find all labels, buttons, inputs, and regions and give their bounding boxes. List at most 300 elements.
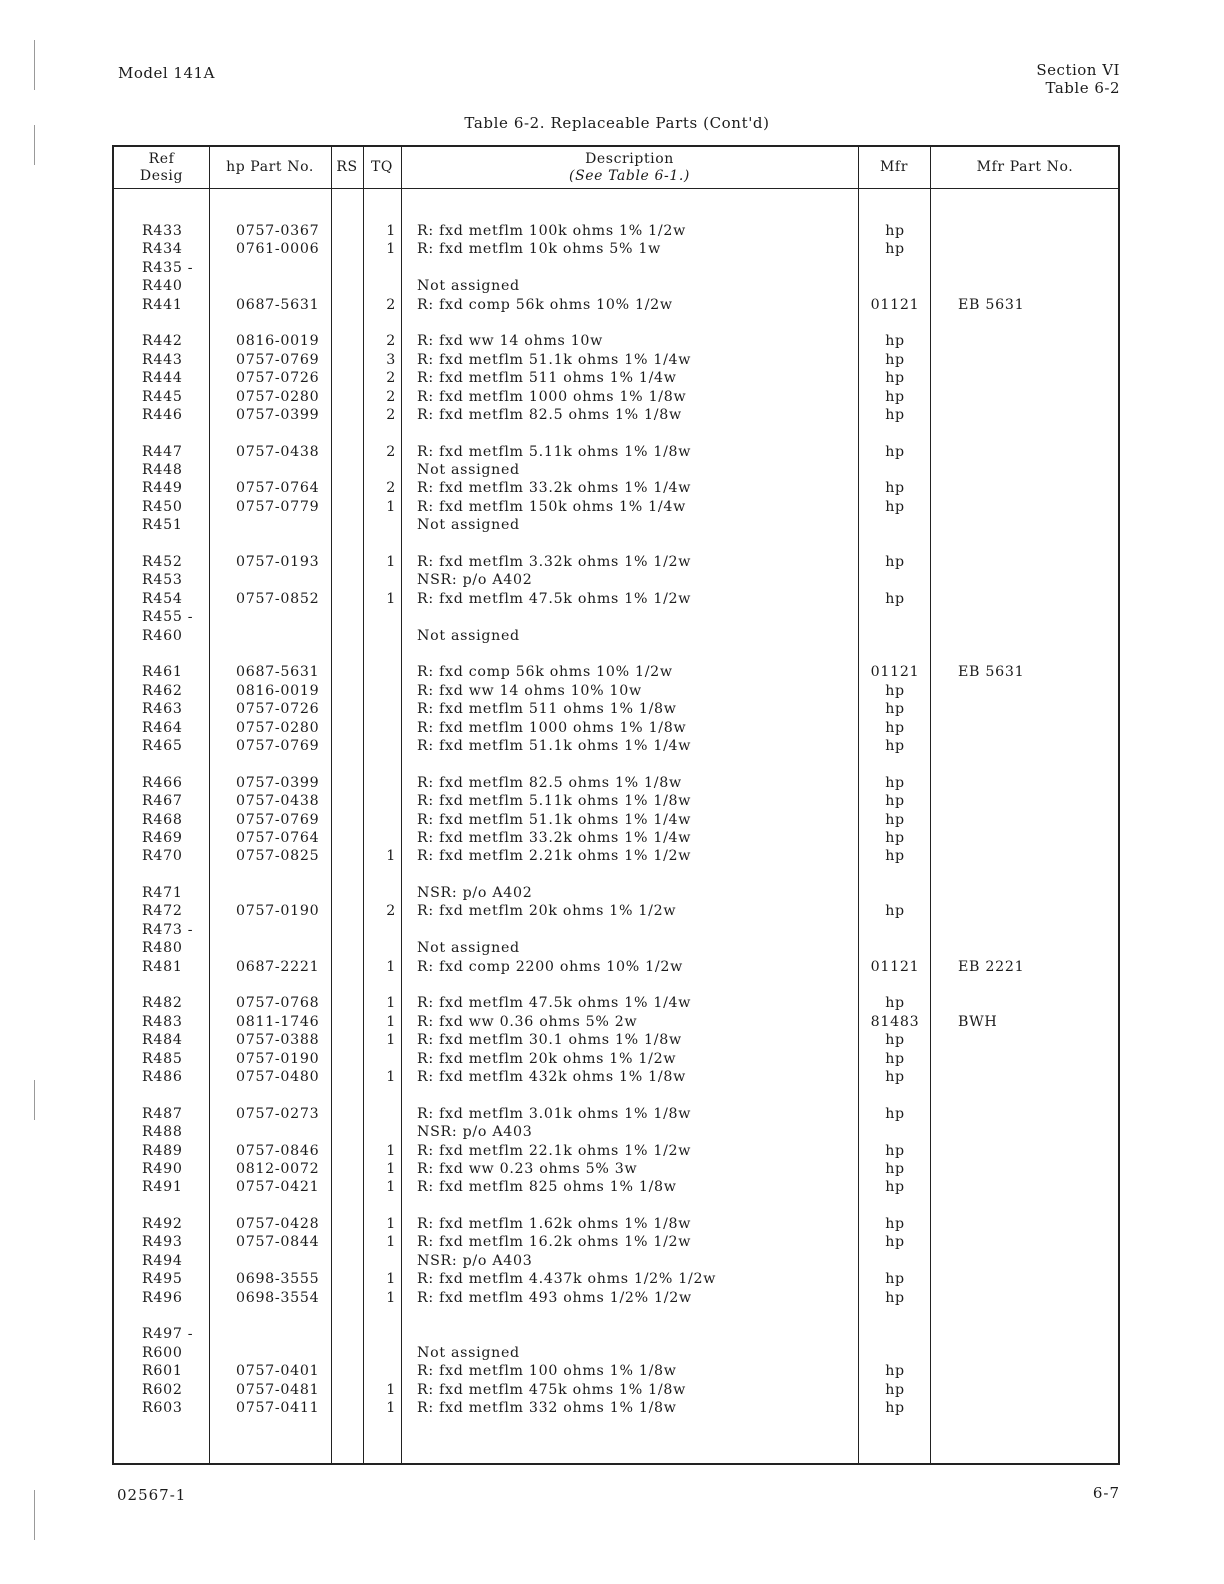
ref-desig-cell: R450 [142,498,183,515]
table-title: Table 6-2. Replaceable Parts (Cont'd) [464,114,770,132]
table-row [114,443,1118,461]
tq-cell: 2 [386,480,396,497]
table-row [114,479,1118,497]
ref-desig-cell: R453 [142,572,183,589]
ref-desig-cell: R471 [142,885,183,902]
hp-part-cell: 0816-0019 [236,333,320,350]
ref-desig-cell: R465 [142,737,183,754]
tq-cell: 2 [386,406,396,423]
ref-desig-cell: R483 [142,1013,183,1030]
mfr-part-cell: EB 2221 [958,958,1025,975]
mfr-cell: hp [885,443,905,460]
ref-desig-cell: R487 [142,1105,183,1122]
mfr-cell: hp [885,848,905,865]
hp-part-cell: 0757-0399 [236,406,320,423]
tq-cell: 1 [386,1179,396,1196]
ref-desig-cell: R466 [142,774,183,791]
ref-desig-cell: R434 [142,241,183,258]
hp-part-cell: 0687-2221 [236,958,320,975]
hp-part-cell: 0757-0768 [236,995,320,1012]
col-header-ref-line1: Ref [148,150,175,167]
mfr-cell: hp [885,223,905,239]
mfr-cell: hp [885,351,905,368]
tq-cell: 1 [386,241,396,258]
mfr-cell: hp [885,995,905,1012]
tq-cell: 1 [386,1216,396,1233]
ref-desig-cell: R455 - [142,609,194,626]
description-cell: R: fxd ww 0.23 ohms 5% 3w [417,1160,638,1177]
description-cell: Not assigned [417,278,520,295]
hp-part-cell: 0757-0438 [236,443,320,460]
header-rule [114,188,1118,189]
hp-part-cell: 0757-0411 [236,1400,320,1416]
mfr-cell: hp [885,1105,905,1122]
table-row [114,1381,1118,1399]
tq-cell: 1 [386,995,396,1012]
table-row [114,1013,1118,1031]
col-header-desc-line2: (See Table 6-1.) [569,167,690,184]
ref-desig-cell: R454 [142,590,183,607]
hp-part-cell: 0757-0779 [236,498,320,515]
description-cell: Not assigned [417,627,520,644]
mfr-cell: 01121 [870,664,920,681]
description-cell: R: fxd metflm 51.1k ohms 1% 1/4w [417,811,692,828]
hp-part-cell: 0698-3554 [236,1289,320,1306]
description-cell: R: fxd metflm 22.1k ohms 1% 1/2w [417,1142,692,1159]
table-row [114,1142,1118,1160]
table-row [114,700,1118,718]
col-header-tq-label: TQ [370,159,393,175]
ref-desig-cell: R485 [142,1050,183,1067]
table-row [114,332,1118,350]
table-row [114,921,1118,939]
tq-cell: 2 [386,370,396,387]
margin-mark [34,1490,35,1540]
table-row [114,1325,1118,1343]
table-row [114,553,1118,571]
mfr-cell: hp [885,370,905,387]
margin-mark [34,1080,35,1120]
hp-part-cell: 0757-0726 [236,701,320,718]
table-row [114,259,1118,277]
ref-desig-cell: R482 [142,995,183,1012]
description-cell: R: fxd metflm 51.1k ohms 1% 1/4w [417,737,692,754]
tq-cell: 2 [386,388,396,405]
hp-part-cell: 0757-0846 [236,1142,320,1159]
description-cell: R: fxd comp 2200 ohms 10% 1/2w [417,958,683,975]
table-row [114,829,1118,847]
col-header-part-label: hp Part No. [226,159,314,175]
ref-desig-cell: R602 [142,1381,183,1398]
table-row [114,590,1118,608]
ref-desig-cell: R470 [142,848,183,865]
row-spacer [114,1086,1118,1104]
table-row [114,939,1118,957]
mfr-cell: hp [885,829,905,846]
tq-cell: 1 [386,1381,396,1398]
ref-desig-cell: R443 [142,351,183,368]
hp-part-cell: 0757-0399 [236,774,320,791]
ref-desig-cell: R445 [142,388,183,405]
hp-part-cell: 0757-0401 [236,1363,320,1380]
col-header-rs [331,147,363,188]
table-row [114,222,1118,240]
description-cell: Not assigned [417,1344,520,1361]
hp-part-cell: 0757-0280 [236,388,320,405]
description-cell: R: fxd metflm 150k ohms 1% 1/4w [417,498,686,515]
table-row [114,1123,1118,1141]
hp-part-cell: 0757-0421 [236,1179,320,1196]
table-row [114,792,1118,810]
ref-desig-cell: R472 [142,903,183,920]
mfr-cell: hp [885,388,905,405]
ref-desig-cell: R496 [142,1289,183,1306]
mfr-cell: hp [885,1068,905,1085]
table-row [114,388,1118,406]
tq-cell: 3 [386,351,396,368]
row-spacer [114,866,1118,884]
table-row [114,1178,1118,1196]
hp-part-cell: 0757-0726 [236,370,320,387]
ref-desig-cell: R473 - [142,921,194,938]
table-row [114,682,1118,700]
tq-cell: 1 [386,1400,396,1416]
description-cell: R: fxd metflm 30.1 ohms 1% 1/8w [417,1032,682,1049]
hp-part-cell: 0812-0072 [236,1160,320,1177]
ref-desig-cell: R463 [142,701,183,718]
hp-part-cell: 0811-1746 [236,1013,320,1030]
mfr-cell: hp [885,737,905,754]
row-spacer [114,314,1118,332]
mfr-cell: hp [885,590,905,607]
description-cell: R: fxd metflm 475k ohms 1% 1/8w [417,1381,686,1398]
description-cell: R: fxd metflm 432k ohms 1% 1/8w [417,1068,686,1085]
hp-part-cell: 0757-0769 [236,737,320,754]
mfr-cell: hp [885,1271,905,1288]
description-cell: R: fxd ww 14 ohms 10% 10w [417,682,642,699]
table-row [114,847,1118,865]
table-row [114,1050,1118,1068]
margin-mark [34,40,35,90]
ref-desig-cell: R493 [142,1234,183,1251]
tq-cell: 1 [386,223,396,239]
description-cell: R: fxd comp 56k ohms 10% 1/2w [417,296,673,313]
ref-desig-cell: R451 [142,517,183,534]
hp-part-cell: 0757-0190 [236,903,320,920]
col-header-mfr [858,147,930,188]
tq-cell: 1 [386,498,396,515]
parts-table [112,145,1120,1465]
description-cell: NSR: p/o A403 [417,1252,533,1269]
ref-desig-cell: R490 [142,1160,183,1177]
mfr-cell: 01121 [870,296,920,313]
table-ref-label: Table 6-2 [1045,79,1120,97]
hp-part-cell: 0757-0367 [236,223,320,239]
description-cell: NSR: p/o A402 [417,572,533,589]
tq-cell: 2 [386,296,396,313]
col-header-part [209,147,331,188]
table-row [114,1105,1118,1123]
mfr-cell: hp [885,333,905,350]
mfr-cell: hp [885,406,905,423]
row-spacer [114,645,1118,663]
col-header-desc-line1: Description [585,150,674,167]
mfr-cell: hp [885,498,905,515]
mfr-cell: hp [885,1050,905,1067]
ref-desig-cell: R481 [142,958,183,975]
description-cell: R: fxd metflm 1000 ohms 1% 1/8w [417,719,687,736]
mfr-cell: hp [885,1234,905,1251]
mfr-cell: 01121 [870,958,920,975]
table-row [114,994,1118,1012]
ref-desig-cell: R603 [142,1400,183,1416]
hp-part-cell: 0761-0006 [236,241,320,258]
row-spacer [114,535,1118,553]
page-number: 6-7 [1092,1484,1120,1502]
hp-part-cell: 0687-5631 [236,296,320,313]
table-row [114,774,1118,792]
ref-desig-cell: R448 [142,462,183,479]
table-row [114,1362,1118,1380]
description-cell: R: fxd metflm 5.11k ohms 1% 1/8w [417,443,692,460]
hp-part-cell: 0757-0280 [236,719,320,736]
description-cell: R: fxd metflm 33.2k ohms 1% 1/4w [417,829,692,846]
ref-desig-cell: R494 [142,1252,183,1269]
ref-desig-cell: R462 [142,682,183,699]
ref-desig-cell: R433 [142,223,183,239]
hp-part-cell: 0757-0438 [236,793,320,810]
description-cell: R: fxd metflm 2.21k ohms 1% 1/2w [417,848,692,865]
hp-part-cell: 0757-0193 [236,554,320,571]
ref-desig-cell: R442 [142,333,183,350]
hp-part-cell: 0757-0388 [236,1032,320,1049]
table-row [114,461,1118,479]
tq-cell: 1 [386,1271,396,1288]
table-row [114,351,1118,369]
mfr-cell: hp [885,1032,905,1049]
mfr-cell: hp [885,1160,905,1177]
description-cell: R: fxd metflm 1000 ohms 1% 1/8w [417,388,687,405]
description-cell: R: fxd metflm 47.5k ohms 1% 1/2w [417,590,692,607]
table-row [114,1399,1118,1417]
ref-desig-cell: R491 [142,1179,183,1196]
description-cell: Not assigned [417,940,520,957]
row-spacer [114,1307,1118,1325]
table-row [114,1233,1118,1251]
row-spacer [114,976,1118,994]
tq-cell: 1 [386,1032,396,1049]
ref-desig-cell: R447 [142,443,183,460]
hp-part-cell: 0757-0764 [236,829,320,846]
mfr-cell: hp [885,1381,905,1398]
tq-cell: 1 [386,958,396,975]
row-spacer [114,755,1118,773]
ref-desig-cell: R460 [142,627,183,644]
tq-cell: 1 [386,1160,396,1177]
ref-desig-cell: R497 - [142,1326,194,1343]
description-cell: Not assigned [417,462,520,479]
description-cell: R: fxd metflm 332 ohms 1% 1/8w [417,1400,677,1416]
row-spacer [114,424,1118,442]
table-row [114,277,1118,295]
mfr-cell: hp [885,774,905,791]
description-cell: NSR: p/o A403 [417,1124,533,1141]
mfr-cell: hp [885,1179,905,1196]
table-row [114,663,1118,681]
hp-part-cell: 0757-0825 [236,848,320,865]
table-row [114,1031,1118,1049]
table-row [114,240,1118,258]
hp-part-cell: 0816-0019 [236,682,320,699]
col-header-description [401,147,858,188]
ref-desig-cell: R469 [142,829,183,846]
mfr-cell: hp [885,241,905,258]
hp-part-cell: 0757-0852 [236,590,320,607]
description-cell: R: fxd comp 56k ohms 10% 1/2w [417,664,673,681]
ref-desig-cell: R446 [142,406,183,423]
description-cell: R: fxd metflm 16.2k ohms 1% 1/2w [417,1234,692,1251]
ref-desig-cell: R495 [142,1271,183,1288]
table-row [114,884,1118,902]
description-cell: R: fxd metflm 5.11k ohms 1% 1/8w [417,793,692,810]
ref-desig-cell: R444 [142,370,183,387]
ref-desig-cell: R461 [142,664,183,681]
mfr-cell: hp [885,903,905,920]
description-cell: R: fxd metflm 82.5 ohms 1% 1/8w [417,774,682,791]
section-label: Section VI [1036,61,1120,79]
hp-part-cell: 0687-5631 [236,664,320,681]
col-header-rs-label: RS [336,159,358,175]
ref-desig-cell: R600 [142,1344,183,1361]
table-row [114,627,1118,645]
mfr-cell: 81483 [870,1013,920,1030]
ref-desig-cell: R452 [142,554,183,571]
model-label: Model 141A [118,64,215,82]
ref-desig-cell: R492 [142,1216,183,1233]
description-cell: R: fxd metflm 10k ohms 5% 1w [417,241,661,258]
description-cell: R: fxd metflm 82.5 ohms 1% 1/8w [417,406,682,423]
ref-desig-cell: R601 [142,1363,183,1380]
mfr-cell: hp [885,554,905,571]
table-row [114,1344,1118,1362]
col-header-ref [114,147,209,188]
ref-desig-cell: R488 [142,1124,183,1141]
hp-part-cell: 0757-0764 [236,480,320,497]
col-header-mfr-part [930,147,1120,188]
mfr-cell: hp [885,811,905,828]
tq-cell: 1 [386,848,396,865]
table-row [114,1068,1118,1086]
table-row [114,1215,1118,1233]
description-cell: R: fxd ww 14 ohms 10w [417,333,603,350]
tq-cell: 1 [386,590,396,607]
tq-cell: 1 [386,554,396,571]
hp-part-cell: 0757-0481 [236,1381,320,1398]
table-row [114,902,1118,920]
table-row [114,516,1118,534]
tq-cell: 2 [386,333,396,350]
col-header-ref-line2: Desig [139,167,184,184]
ref-desig-cell: R480 [142,940,183,957]
hp-part-cell: 0757-0769 [236,351,320,368]
mfr-cell: hp [885,1216,905,1233]
table-row [114,1289,1118,1307]
ref-desig-cell: R468 [142,811,183,828]
description-cell: R: fxd metflm 20k ohms 1% 1/2w [417,1050,677,1067]
tq-cell: 1 [386,1289,396,1306]
table-row [114,811,1118,829]
ref-desig-cell: R489 [142,1142,183,1159]
table-row [114,608,1118,626]
mfr-cell: hp [885,719,905,736]
tq-cell: 2 [386,903,396,920]
description-cell: R: fxd metflm 825 ohms 1% 1/8w [417,1179,677,1196]
tq-cell: 1 [386,1068,396,1085]
description-cell: R: fxd metflm 47.5k ohms 1% 1/4w [417,995,692,1012]
hp-part-cell: 0757-0428 [236,1216,320,1233]
hp-part-cell: 0757-0844 [236,1234,320,1251]
description-cell: NSR: p/o A402 [417,885,533,902]
mfr-cell: hp [885,1363,905,1380]
mfr-cell: hp [885,1289,905,1306]
tq-cell: 2 [386,443,396,460]
tq-cell: 1 [386,1013,396,1030]
mfr-cell: hp [885,480,905,497]
description-cell: R: fxd metflm 1.62k ohms 1% 1/8w [417,1216,692,1233]
description-cell: R: fxd metflm 3.32k ohms 1% 1/2w [417,554,692,571]
description-cell: R: fxd metflm 51.1k ohms 1% 1/4w [417,351,692,368]
tq-cell: 1 [386,1142,396,1159]
description-cell: R: fxd metflm 511 ohms 1% 1/8w [417,701,677,718]
description-cell: R: fxd metflm 100 ohms 1% 1/8w [417,1363,677,1380]
ref-desig-cell: R449 [142,480,183,497]
table-row [114,571,1118,589]
description-cell: R: fxd metflm 493 ohms 1/2% 1/2w [417,1289,692,1306]
hp-part-cell: 0698-3555 [236,1271,320,1288]
mfr-cell: hp [885,793,905,810]
col-header-tq [363,147,401,188]
ref-desig-cell: R440 [142,278,183,295]
description-cell: R: fxd metflm 20k ohms 1% 1/2w [417,903,677,920]
table-row [114,719,1118,737]
description-cell: Not assigned [417,517,520,534]
ref-desig-cell: R467 [142,793,183,810]
hp-part-cell: 0757-0190 [236,1050,320,1067]
table-row [114,369,1118,387]
hp-part-cell: 0757-0273 [236,1105,320,1122]
table-row [114,958,1118,976]
doc-number: 02567-1 [117,1486,187,1504]
description-cell: R: fxd metflm 100k ohms 1% 1/2w [417,223,686,239]
table-row [114,737,1118,755]
description-cell: R: fxd metflm 33.2k ohms 1% 1/4w [417,480,692,497]
col-header-mfr-label: Mfr [879,159,908,175]
table-row [114,406,1118,424]
tq-cell: 1 [386,1234,396,1251]
description-cell: R: fxd metflm 4.437k ohms 1/2% 1/2w [417,1271,717,1288]
mfr-cell: hp [885,1400,905,1416]
mfr-part-cell: EB 5631 [958,664,1025,681]
table-row [114,296,1118,314]
table-row [114,1270,1118,1288]
description-cell: R: fxd metflm 511 ohms 1% 1/4w [417,370,677,387]
description-cell: R: fxd metflm 3.01k ohms 1% 1/8w [417,1105,692,1122]
table-row [114,1252,1118,1270]
mfr-cell: hp [885,701,905,718]
ref-desig-cell: R486 [142,1068,183,1085]
ref-desig-cell: R441 [142,296,183,313]
table-body [114,222,1118,1417]
